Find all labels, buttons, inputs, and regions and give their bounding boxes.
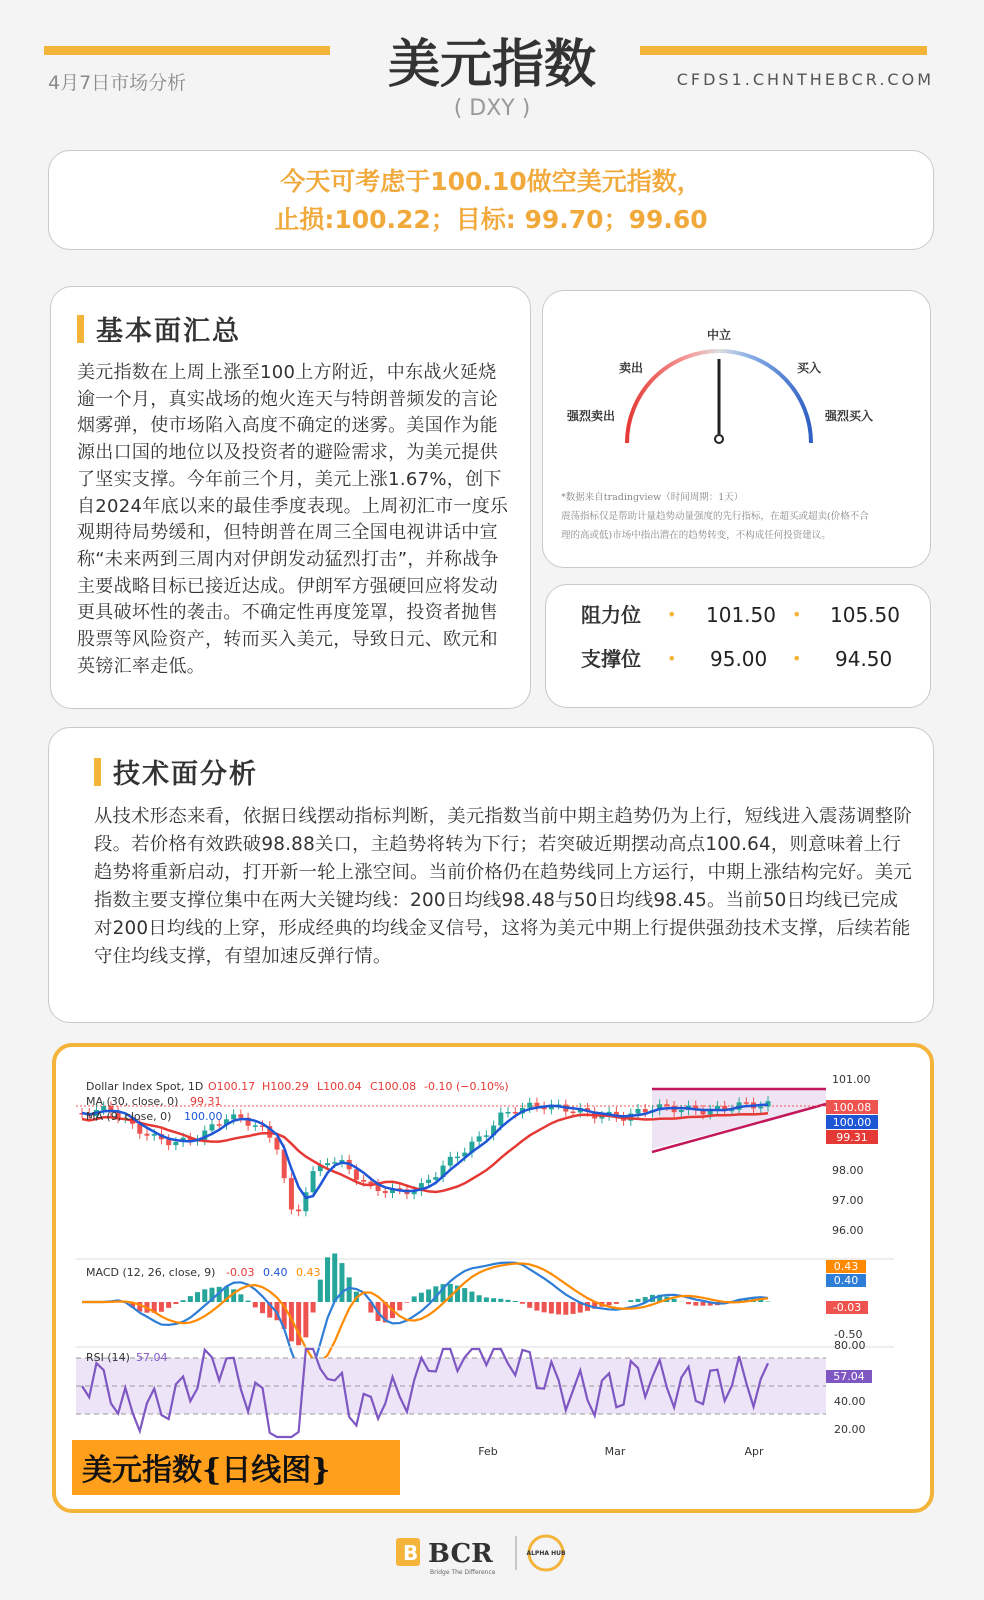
candle-body (311, 1171, 316, 1192)
technical-title: 技术面分析 (113, 759, 258, 790)
candle-body (571, 1112, 576, 1114)
macd-bar (195, 1292, 200, 1302)
brand-tagline: Bridge The Difference (430, 1569, 496, 1576)
resistance-row (546, 597, 930, 633)
signal-line-2: 止损:100.22；目标: 99.70；99.60 (274, 205, 708, 234)
candle-body (173, 1142, 178, 1145)
ohlc-o: O100.17 (208, 1080, 256, 1093)
candle-body (426, 1180, 431, 1183)
candle-body (679, 1110, 684, 1112)
macd-bar (628, 1300, 633, 1302)
resistance-1: 101.50 (706, 603, 776, 627)
price-axis-label: 97.00 (832, 1194, 864, 1207)
candle-body (477, 1136, 482, 1141)
bullet-icon: • (792, 605, 802, 624)
macd-bar (506, 1300, 511, 1302)
ohlc-c: C100.08 (370, 1080, 417, 1093)
macd-bar (173, 1302, 178, 1304)
price-chart[interactable] (56, 1047, 930, 1509)
candle-body (289, 1178, 294, 1209)
fundamental-title: 基本面汇总 (96, 316, 241, 347)
macd-bar (614, 1302, 619, 1304)
candle-body (513, 1112, 518, 1114)
macd-bar (260, 1302, 265, 1313)
candle-body (325, 1163, 330, 1165)
macd-bar (571, 1302, 576, 1314)
candle-body (354, 1169, 359, 1180)
gauge-label-strong-sell: 强烈卖出 (566, 409, 616, 423)
gauge-label-strong-buy: 强烈买入 (824, 409, 874, 423)
price-axis-label: 96.00 (832, 1224, 864, 1237)
candle-body (361, 1180, 366, 1182)
candle-body (217, 1124, 222, 1126)
macd-bar (498, 1299, 503, 1302)
macd-tag-line-text: 0.40 (833, 1274, 859, 1287)
price-tag-ma9-text: 100.00 (832, 1116, 872, 1129)
candle-body (636, 1109, 641, 1113)
candle-body (383, 1191, 388, 1193)
macd-bar (542, 1302, 547, 1312)
candle-body (455, 1157, 460, 1159)
ohlc-title: Dollar Index Spot, 1D (86, 1080, 204, 1093)
macd-bar (484, 1297, 489, 1302)
candle-body (231, 1114, 236, 1119)
candle-body (209, 1124, 214, 1130)
macd-bar (477, 1295, 482, 1302)
partner-name: ALPHA HUB (526, 1550, 566, 1557)
page-title: 美元指数 (387, 35, 596, 95)
macd-bar (188, 1296, 193, 1302)
bullet-icon: • (667, 649, 677, 668)
macd-bar (238, 1294, 243, 1302)
technical-text: 从技术形态来看，依据日线摆动指标判断，美元指数当前中期主趋势仍为上行，短线进入震荡调整阶段。若价格有效跌破98.88关口，主趋势将转为下行；若突破近期摆动高点100.64，则意味着上行趋势将重新启动，打开新一轮上涨空间。当前价格仍在趋势线同上方运行，中期上涨结构完好。美元指数主要支撑位集中在两大关键均线：200日均线98.48与50日均线98.45。当前50日均线已完成对200日均线的上穿，形成经典的均线金叉信号，这将为美元中期上行提供强劲技术支撑，后续若能守住均线支撑，有望加速反弹行情。 (94, 806, 912, 967)
candle-body (744, 1102, 749, 1104)
macd-bar (325, 1257, 330, 1302)
macd-bar (491, 1298, 496, 1302)
candle-body (643, 1109, 648, 1112)
macd-bar (462, 1288, 467, 1302)
report-date: 4月7日市场分析 (48, 72, 187, 94)
macd-bar (311, 1302, 316, 1313)
brand-name: BCR (428, 1539, 493, 1569)
price-axis-label: 98.00 (832, 1164, 864, 1177)
gauge-note (561, 488, 921, 545)
macd-tag-hist-text: -0.03 (832, 1301, 862, 1314)
macd-bar (202, 1289, 207, 1302)
fundamental-header (77, 309, 510, 348)
x-axis-label: Apr (744, 1445, 764, 1458)
candle-body (144, 1134, 149, 1136)
x-axis-label: Feb (478, 1445, 498, 1458)
resistance-2: 105.50 (830, 603, 900, 627)
macd-bar (426, 1289, 431, 1302)
support-label: 支撑位 (581, 647, 641, 671)
macd-bar (701, 1302, 706, 1306)
macd-bar (527, 1302, 532, 1308)
candle-body (238, 1114, 243, 1117)
x-axis-label: Mar (604, 1445, 626, 1458)
macd-bar (332, 1253, 337, 1302)
macd-bar (303, 1302, 308, 1337)
section-marker (94, 758, 101, 786)
svg-text:B: B (403, 1541, 419, 1565)
gauge-note-1: *数据来自tradingview（时间周期：1天） (561, 492, 744, 503)
price-tag-last-text: 100.08 (832, 1101, 872, 1114)
candle-body (527, 1103, 532, 1108)
macd-bar (607, 1302, 612, 1305)
ohlc-h: H100.29 (262, 1080, 309, 1093)
macd-hist-value: -0.03 (226, 1266, 255, 1279)
candle-body (498, 1113, 503, 1126)
macd-bar (534, 1302, 539, 1311)
gauge-note-3: 理的高或低)市场中指出潜在的趋势转变，不构成任何投资建议。 (561, 530, 831, 541)
macd-bar (339, 1263, 344, 1302)
support-row (546, 641, 930, 677)
key-levels-card (545, 584, 931, 708)
macd-tag-signal-text: 0.43 (833, 1260, 859, 1273)
macd-bar (513, 1301, 518, 1302)
section-marker (77, 315, 84, 343)
candle-body (534, 1103, 539, 1107)
macd-bar (549, 1302, 554, 1313)
trade-signal-card (48, 150, 934, 250)
macd-bar (404, 1302, 409, 1303)
macd-bar (556, 1302, 561, 1314)
macd-bar (397, 1302, 402, 1310)
candle-body (664, 1104, 669, 1106)
macd-bar (469, 1292, 474, 1302)
page-subtitle: ( DXY ) (453, 96, 531, 121)
macd-bar (636, 1299, 641, 1302)
ma9-label: MA (9, close, 0) (86, 1110, 172, 1123)
candle-body (433, 1177, 438, 1180)
candle-body (296, 1210, 301, 1212)
macd-bar (563, 1302, 568, 1315)
macd-bar (520, 1302, 525, 1304)
footer (0, 1530, 984, 1580)
macd-line-value: 0.40 (263, 1266, 288, 1279)
macd-bar (686, 1302, 691, 1304)
resistance-label: 阻力位 (581, 603, 641, 627)
candle-body (152, 1134, 157, 1136)
macd-bar (181, 1300, 186, 1302)
ohlc-change: -0.10 (−0.10%) (424, 1080, 509, 1093)
ma9-value: 100.00 (184, 1110, 223, 1123)
macd-axis-label: -0.50 (834, 1328, 863, 1341)
gauge-label-neutral: 中立 (706, 328, 732, 342)
rsi-axis-label: 20.00 (834, 1423, 866, 1436)
gauge-note-2: 震荡指标仅是帮助计量趋势动量强度的先行指标，在超买或超卖(价格不合 (561, 511, 869, 522)
price-chart-card (52, 1043, 934, 1513)
chart-caption: 美元指数{日线图} (82, 1453, 331, 1488)
macd-bar (419, 1293, 424, 1302)
technical-card (48, 727, 934, 1023)
gauge-pivot (715, 435, 723, 443)
gauge-label-buy: 买入 (796, 361, 822, 375)
site-url[interactable]: CFDS1.CHNTHEBCR.COM (676, 70, 934, 89)
rsi-axis-label: 40.00 (834, 1395, 866, 1408)
price-axis-label: 101.00 (832, 1073, 871, 1086)
macd-label: MACD (12, 26, close, 9) (86, 1266, 216, 1279)
fundamental-card (50, 286, 531, 709)
gauge-label-sell: 卖出 (618, 361, 644, 375)
macd-bar (246, 1301, 251, 1302)
ohlc-l: L100.04 (317, 1080, 362, 1093)
macd-bar (166, 1302, 171, 1308)
macd-bar (318, 1280, 323, 1302)
macd-bar (253, 1302, 258, 1307)
sentiment-gauge-card (542, 290, 931, 568)
candle-body (448, 1157, 453, 1166)
rsi-axis-label: 80.00 (834, 1339, 866, 1352)
rsi-label: RSI (14) (86, 1351, 130, 1364)
macd-bar (412, 1296, 417, 1302)
candle-body (506, 1112, 511, 1114)
candle-body (253, 1125, 258, 1127)
ma30-label: MA (30, close, 0) (86, 1095, 179, 1108)
macd-bar (159, 1302, 164, 1312)
signal-line-1: 今天可考虑于100.10做空美元指数， (280, 167, 702, 196)
candle-body (484, 1135, 489, 1137)
bullet-icon: • (667, 605, 677, 624)
macd-signal-value: 0.43 (296, 1266, 321, 1279)
support-2: 94.50 (835, 647, 893, 671)
candle-body (758, 1107, 763, 1109)
support-1: 95.00 (710, 647, 768, 671)
ma30-value: 99.31 (190, 1095, 222, 1108)
fundamental-text: 美元指数在上周上涨至100上方附近，中东战火延烧逾一个月，真实战场的炮火连天与特朗普频发的言论烟雾弹，使市场陷入高度不确定的迷雾。美国作为能源出口国的地位以及投资者的避险需求，为美元提供了坚实支撑。今年前三个月，美元上涨1.67%，创下自2024年底以来的最佳季度表现。上周初汇市一度乐观期待局势缓和，但特朗普在周三全国电视讲话中宣称“未来两到三周内对伊朗发动猛烈打击”，并称战争主要战略目标已接近达成。伊朗军方强硬回应将发动更具破坏性的袭击。不确定性再度笼罩，投资者抛售股票等风险资产，转而买入美元，导致日元、欧元和英镑汇率走低。 (77, 362, 509, 677)
footer-logo (0, 1530, 984, 1580)
rsi-tag-text: 57.04 (833, 1370, 865, 1383)
rsi-value: 57.04 (136, 1351, 168, 1364)
macd-bar (693, 1302, 698, 1306)
bullet-icon: • (792, 649, 802, 668)
price-tag-ma30-text: 99.31 (836, 1131, 868, 1144)
macd-bar (672, 1299, 677, 1302)
technical-header (94, 752, 913, 791)
